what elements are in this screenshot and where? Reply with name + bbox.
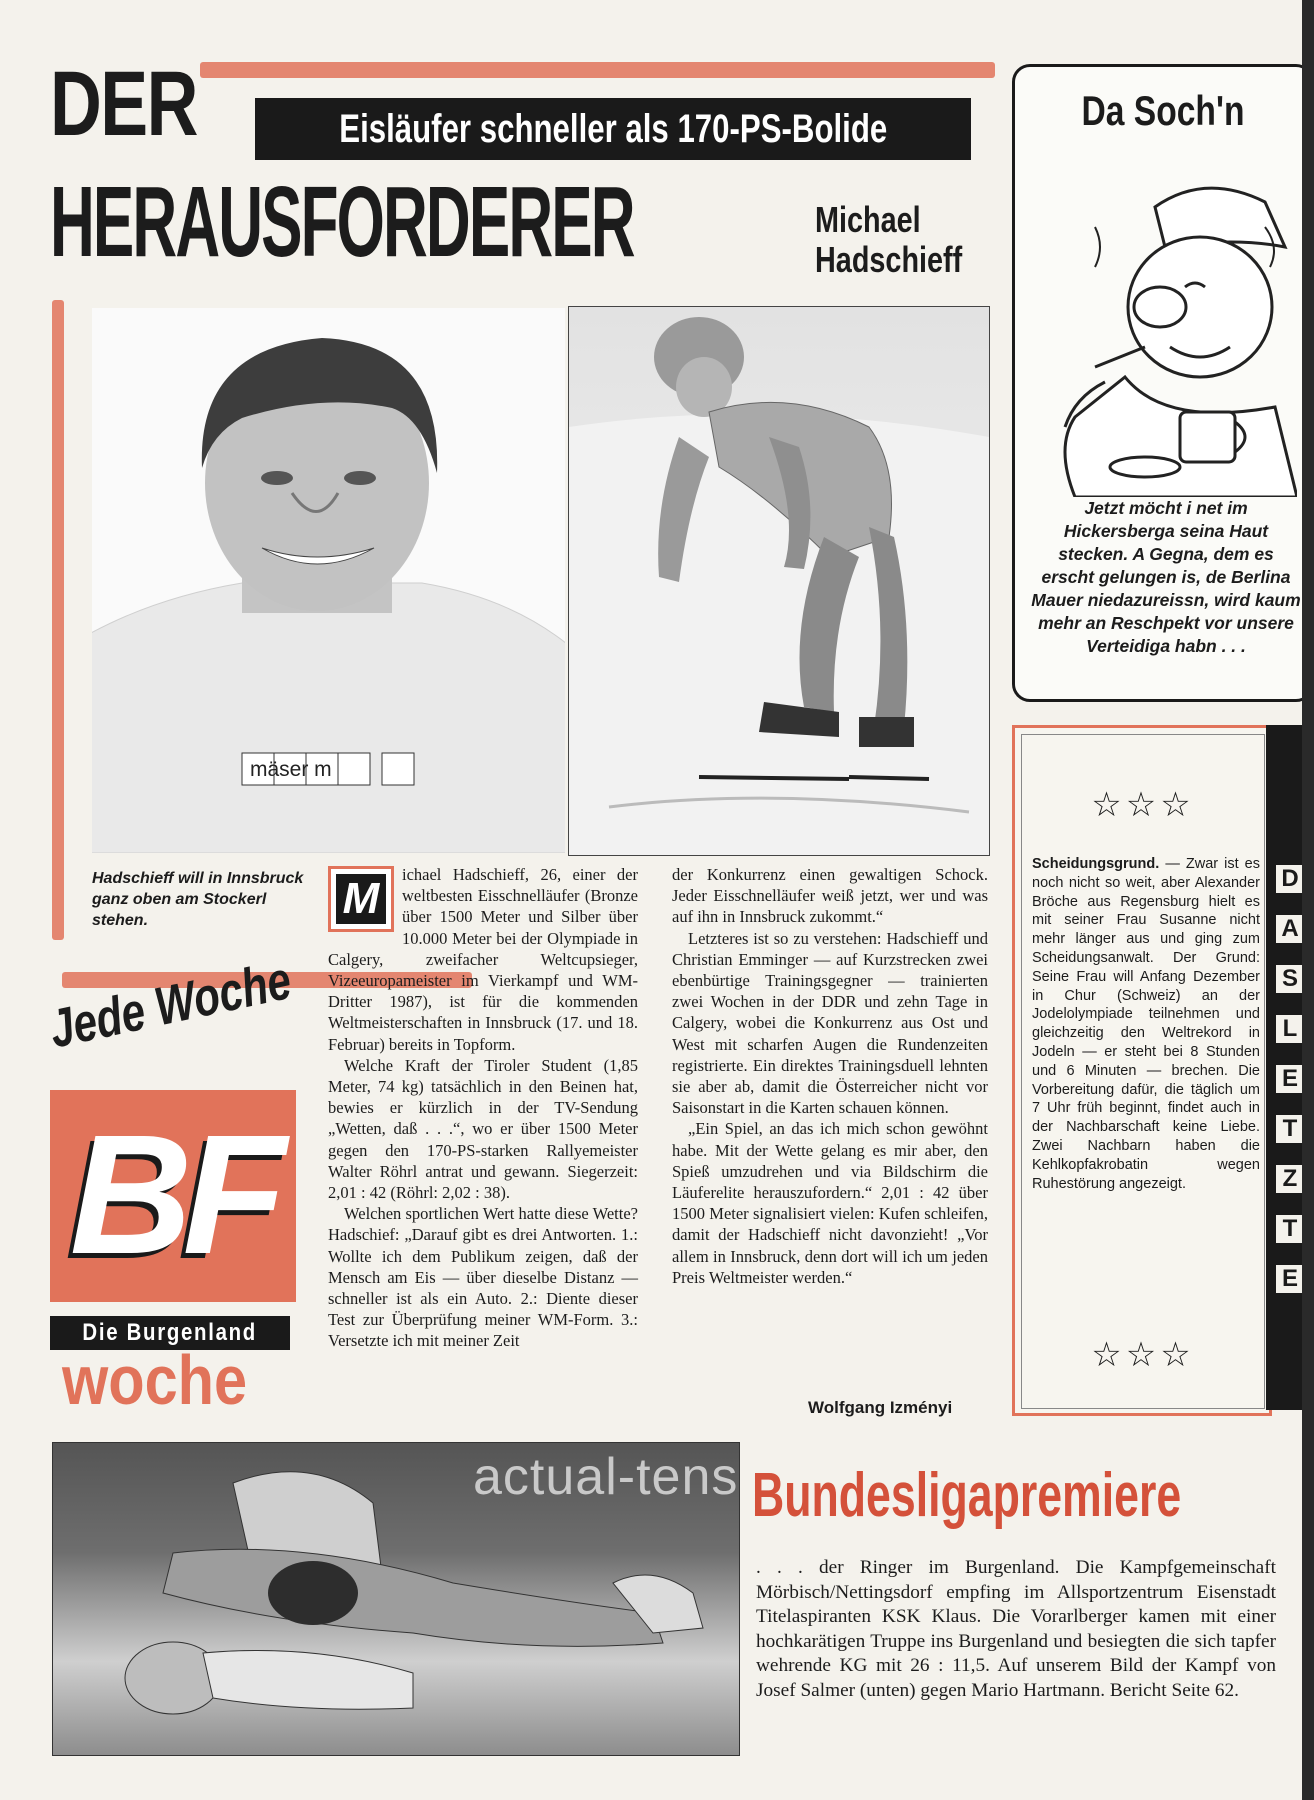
article-paragraph: der Konkurrenz einen gewaltigen Schock. Jeder Eisschnelläufer weiß jetzt, wer und was auf ihn in Innsbruck zukommt.“ xyxy=(672,865,988,927)
bf-band-text: Die Burgenland xyxy=(82,1319,258,1346)
dropcap-letter: M xyxy=(336,874,386,924)
article-author: Wolfgang Izményi xyxy=(808,1398,953,1417)
portrait-shirt-text: mäser m xyxy=(250,758,332,781)
photo-caption: Hadschieff will in Innsbruck ganz oben am Stockerl stehen. xyxy=(92,870,304,929)
article-paragraph: Letzteres ist so zu verstehen: Hadschieff und Christian Emminger — auf Kurzstrecken zwei ebenbürtige Trainingsgegner — trainierten zwei Wochen in der DDR und zehn Tage in Calgery, wobei die Konkurrenz aus Ost und West mit scharfen Augen die Rundenzeiten registrierte. Ein direktes Trainingsduell lehnten sie aber ab, damit die Österreicher nicht vor Saisonstart in die Karten schauen können. xyxy=(672,928,988,1118)
bf-woche-text: woche xyxy=(61,1341,248,1419)
sochn-column-box xyxy=(1012,64,1314,702)
label-letter: T xyxy=(1276,1215,1304,1243)
label-letter: Z xyxy=(1276,1165,1304,1193)
das-letzte-box xyxy=(1012,725,1272,1416)
sochn-text: Jetzt möcht i net im Hickersberga seina Haut stecken. A Gegna, dem es erscht gelungen is, de Berlina Mauer niedazureissn, wird kaum mehr an Reschpekt vor unsere Verteidiga habn . . . xyxy=(1031,498,1301,656)
bundesliga-text: . . . der Ringer im Burgenland. Die Kampfgemeinschaft Mörbisch/Nettingsdorf empfing im Allsportzentrum Eisenstadt Titelaspiranten KSK Klaus. Die Vorarlberger kamen mit einer hochkarätigen Truppe ins Burgenland und besiegten die sich tapfer wehrende KG mit 26 : 11,5. Auf unserem Bild der Kampf von Josef Salmer (unten) gegen Mario Hartmann. Bericht Seite 62. xyxy=(756,1557,1276,1701)
label-letter: S xyxy=(1276,965,1304,993)
portrait-illustration xyxy=(92,308,565,853)
article-paragraph: „Ein Spiel, an das ich mich schon gewöhnt habe. Mit der Wette gelang es mir aber, den Spieß umzudrehen und via Bildschirm die Läuferelite herauszufordern.“ 2,01 : 42 über 1500 Meter signalisiert vielen: Kufen schleifen, damit der Hadschieff nicht davonzieht! „Vor allem in Innsbruck, denn dort will ich um jeden Preis Weltmeister werden.“ xyxy=(672,1119,988,1287)
speed-skater-photo xyxy=(568,306,990,856)
speed-skater-illustration xyxy=(569,307,989,855)
label-letter: L xyxy=(1276,1015,1304,1043)
bf-logo xyxy=(50,1090,296,1302)
label-letter: E xyxy=(1276,1265,1304,1293)
subtitle-banner xyxy=(255,98,971,160)
das-letzte-inner-frame xyxy=(1021,734,1265,1409)
headline-herausforderer: HERAUSFORDERER xyxy=(50,166,634,278)
label-letter: T xyxy=(1276,1115,1304,1143)
stars-bottom-icon: ☆☆☆ xyxy=(1091,1337,1195,1374)
page-edge-shadow xyxy=(1302,0,1314,1800)
sochn-title: Da Soch'n xyxy=(1081,87,1245,134)
portrait-photo xyxy=(92,308,565,853)
das-letzte-body: — Zwar ist es noch nicht so weit, aber Alexander Bröche aus Regensburg hielt es mit seiner Frau Susanne nicht mehr länger aus und ging zum Scheidungsanwalt. Der Grund: Seine Frau will Anfang Dezember in Chur (Schweiz) an der Jodelolympiade teilnehmen und gleichzeitig den Weltrekord in Jodeln — er steht bei 8 Stunden und 6 Minuten — brechen. Die Vorbereitung dafür, die täglich um 7 Uhr früh beginnt, findet auch in der Nachbarschaft keine Liebe. Zwei Nachbarn haben die Kehlkopfakrobatin wegen Ruhestörung angezeigt. xyxy=(1032,856,1260,1192)
wrestling-banner-text: actual-tens xyxy=(473,1448,739,1506)
decorative-splatter-left xyxy=(52,300,64,940)
sochn-cartoon xyxy=(1035,167,1297,497)
article-paragraph: Welchen sportlichen Wert hatte diese Wette? Hadschief: „Darauf gibt es drei Antworten. 1.: Wollte ich dem Publikum zeigen, daß der Mensch am Eis — über dieselbe Distanz — schneller ist als ein Auto. 2.: Diente dieser Test zur Überprüfung meiner WM-Form. 3.: Versetzte ich mit meiner Zeit xyxy=(328,1204,638,1351)
bundesliga-title: Bundesligapremiere xyxy=(752,1461,1182,1530)
bf-slogan: Jede Woche xyxy=(44,950,297,1060)
subtitle-text: Eisläufer schneller als 170-PS-Bolide xyxy=(339,106,887,151)
bf-logo-letters: BF xyxy=(69,1100,277,1290)
cartoon-man-illustration xyxy=(1035,167,1297,497)
article-paragraph: ichael Hadschieff, 26, einer der weltbesten Eisschnelläufer (Bronze über 1500 Meter und Silber über 10.000 Meter bei der Olympiade in Calgery, zweifacher Weltcupsieger, Vizeeuropameister im Vierkampf und WM-Dritter 1987), ist für die kommenden Weltmeisterschaften in Innsbruck (17. und 18. Februar) bereits in Topform. xyxy=(328,865,638,1054)
das-letzte-heading: Scheidungsgrund. xyxy=(1032,856,1160,872)
article-column-1 xyxy=(328,864,638,1352)
headline-der: DER xyxy=(50,53,197,155)
decorative-splatter-top xyxy=(200,62,995,78)
wrestling-photo xyxy=(52,1442,740,1756)
athlete-first-name: Michael xyxy=(815,199,921,240)
das-letzte-text xyxy=(1032,855,1260,1193)
label-letter: E xyxy=(1276,1065,1304,1093)
article-paragraph: Welche Kraft der Tiroler Student (1,85 Meter, 74 kg) tatsächlich in den Beinen hat, bewies er kürzlich in der TV-Sendung „Wetten, daß . . .“, wo er über 1500 Meter gegen den 170-PS-starken Rallyemeister Walter Röhrl antrat und gewann. Siegerzeit: 2,01 : 42 (Röhrl: 2,02 : 38). xyxy=(328,1055,638,1203)
label-letter: D xyxy=(1276,865,1304,893)
stars-top-icon: ☆☆☆ xyxy=(1091,787,1195,824)
article-column-2 xyxy=(672,864,988,1288)
athlete-last-name: Hadschieff xyxy=(815,239,963,280)
athlete-name-label xyxy=(815,200,962,280)
label-letter: A xyxy=(1276,915,1304,943)
dropcap-frame xyxy=(328,866,394,932)
